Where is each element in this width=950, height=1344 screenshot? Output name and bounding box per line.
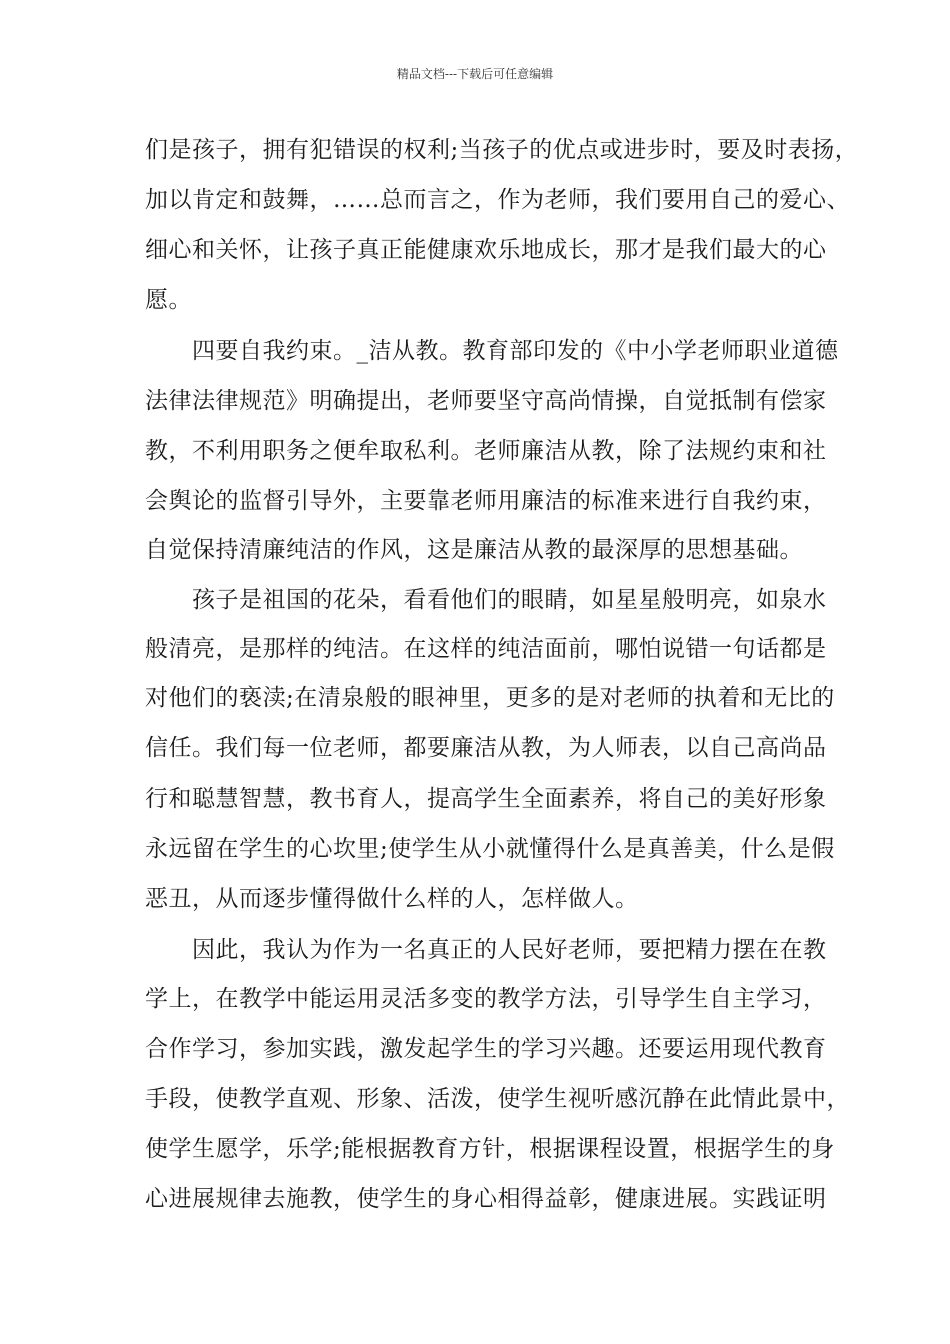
text-line: 恶丑，从而逐步懂得做什么样的人，怎样做人。 — [145, 886, 639, 912]
text-line: 会舆论的监督引导外，主要靠老师用廉洁的标准来进行自我约束， — [145, 488, 827, 514]
text-line: 手段，使教学直观、形象、活泼，使学生视听感沉静在此情此景中， — [145, 1086, 850, 1112]
text-line: 合作学习，参加实践，激发起学生的学习兴趣。还要运用现代教育 — [145, 1036, 827, 1062]
paragraph-first-line: 四要自我约束。_洁从教。教育部印发的《中小学老师职业道德 — [192, 338, 839, 364]
text-line: 愿。 — [145, 287, 192, 313]
text-line: 行和聪慧智慧，教书育人，提高学生全面素养，将自己的美好形象 — [145, 786, 827, 812]
text-line: 永远留在学生的心坎里;使学生从小就懂得什么是真善美，什么是假 — [145, 836, 835, 862]
text-line: 法律法律规范》明确提出，老师要坚守高尚情操，自觉抵制有偿家 — [145, 388, 827, 414]
text-line: 学上，在教学中能运用灵活多变的教学方法，引导学生自主学习， — [145, 986, 827, 1012]
text-line: 自觉保持清廉纯洁的作风，这是廉洁从教的最深厚的思想基础。 — [145, 537, 803, 563]
text-line: 们是孩子，拥有犯错误的权利;当孩子的优点或进步时，要及时表扬， — [145, 137, 859, 163]
page-header: 精品文档---下载后可任意编辑 — [396, 67, 554, 81]
text-line: 细心和关怀，让孩子真正能健康欢乐地成长，那才是我们最大的心 — [145, 237, 827, 263]
paragraph-first-line: 孩子是祖国的花朵，看看他们的眼睛，如星星般明亮，如泉水 — [192, 587, 827, 613]
text-line: 对他们的亵渎;在清泉般的眼神里，更多的是对老师的执着和无比的 — [145, 685, 835, 711]
text-line: 般清亮，是那样的纯洁。在这样的纯洁面前，哪怕说错一句话都是 — [145, 636, 827, 662]
paragraph-first-line: 因此，我认为作为一名真正的人民好老师，要把精力摆在在教 — [192, 937, 827, 963]
text-line: 信任。我们每一位老师，都要廉洁从教，为人师表，以自己高尚品 — [145, 735, 827, 761]
text-line: 加以肯定和鼓舞，……总而言之，作为老师，我们要用自己的爱心、 — [145, 187, 850, 213]
text-line: 使学生愿学，乐学;能根据教育方针，根据课程设置，根据学生的身 — [145, 1136, 835, 1162]
text-line: 心进展规律去施教，使学生的身心相得益彰，健康进展。实践证明 — [145, 1186, 827, 1212]
text-line: 教，不利用职务之便牟取私利。老师廉洁从教，除了法规约束和社 — [145, 438, 827, 464]
